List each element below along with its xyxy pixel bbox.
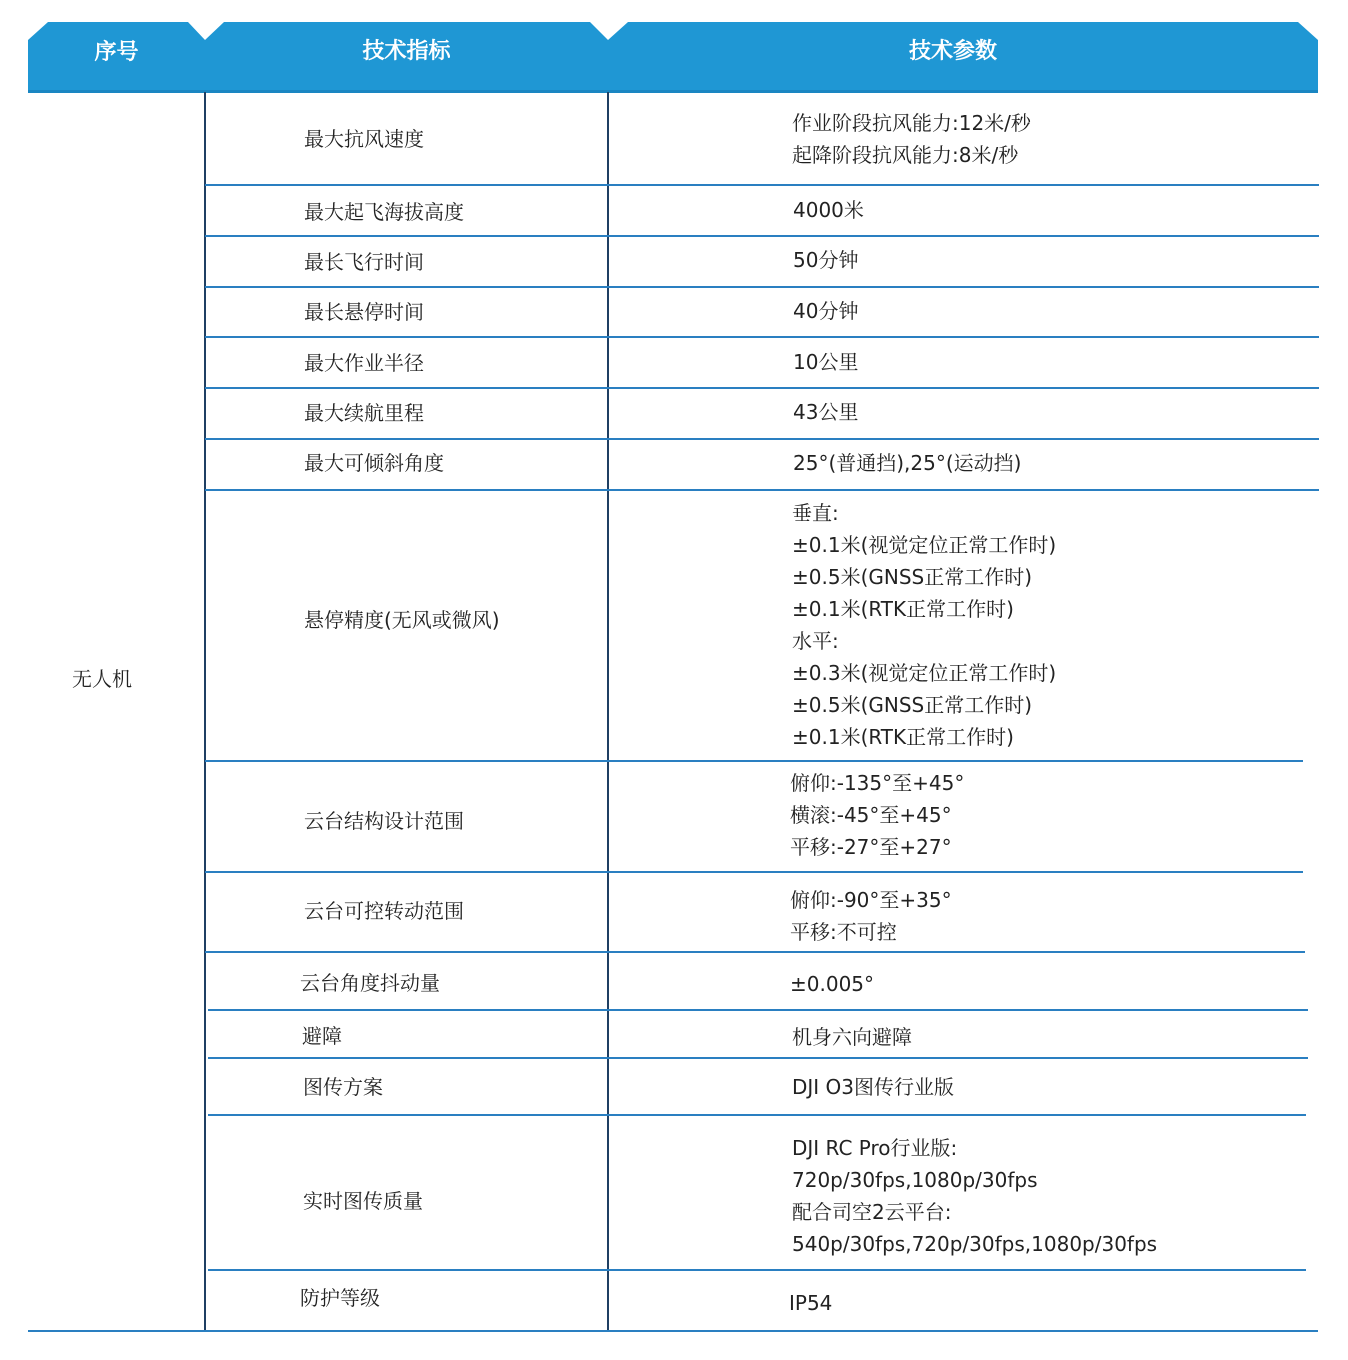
spec-value: ±0.005° [790, 972, 875, 996]
spec-value-line: 横滚:-45°至+45° [790, 803, 952, 827]
spec-value: 43公里 [793, 400, 859, 424]
spec-value-line: 配合司空2云平台: [792, 1200, 952, 1224]
row-divider [205, 951, 1305, 953]
row-divider [208, 1009, 1308, 1011]
spec-name: 图传方案 [303, 1075, 383, 1099]
spec-value [790, 767, 964, 863]
spec-value [792, 107, 1031, 171]
spec-value-line: ±0.3米(视觉定位正常工作时) [792, 661, 1057, 685]
spec-value: 4000米 [793, 198, 864, 222]
spec-value-line: 起降阶段抗风能力:8米/秒 [792, 143, 1019, 167]
spec-value-line: ±0.1米(视觉定位正常工作时) [792, 533, 1057, 557]
row-divider [205, 438, 1319, 440]
row-divider [208, 1114, 1306, 1116]
row-divider [208, 1057, 1308, 1059]
spec-value: DJI O3图传行业版 [792, 1075, 955, 1099]
spec-value: 25°(普通挡),25°(运动挡) [793, 451, 1022, 475]
spec-value-line: 水平: [792, 629, 839, 653]
category-label: 无人机 [72, 667, 132, 691]
spec-value-line: 720p/30fps,1080p/30fps [792, 1168, 1038, 1192]
spec-value [792, 1132, 1157, 1260]
column-divider-1 [204, 92, 206, 1332]
spec-value-line: 平移:-27°至+27° [790, 835, 952, 859]
header-col-spec: 技术指标 [362, 39, 451, 64]
spec-value-line: ±0.5米(GNSS正常工作时) [792, 693, 1033, 717]
spec-value: 10公里 [793, 350, 859, 374]
row-divider [205, 235, 1319, 237]
spec-name: 避障 [302, 1024, 342, 1048]
row-divider [205, 184, 1319, 186]
spec-value-line: ±0.1米(RTK正常工作时) [792, 725, 1014, 749]
row-divider [205, 387, 1319, 389]
spec-name: 最大起飞海拔高度 [304, 200, 464, 224]
row-divider [205, 760, 1303, 762]
row-divider [208, 1269, 1306, 1271]
column-divider-2 [607, 92, 609, 1330]
spec-name: 最长悬停时间 [304, 300, 424, 324]
row-divider [205, 489, 1319, 491]
spec-value-line: 俯仰:-135°至+45° [790, 771, 965, 795]
spec-value: 机身六向避障 [792, 1025, 912, 1049]
spec-value [792, 497, 1056, 753]
spec-value-line: 540p/30fps,720p/30fps,1080p/30fps [792, 1232, 1158, 1256]
spec-value-line: ±0.5米(GNSS正常工作时) [792, 565, 1033, 589]
spec-value-line: 俯仰:-90°至+35° [790, 888, 952, 912]
header-col-index: 序号 [94, 40, 139, 65]
table-bottom-rule [28, 1330, 1318, 1332]
spec-name: 最长飞行时间 [304, 250, 424, 274]
spec-name: 最大抗风速度 [304, 127, 424, 151]
spec-name: 防护等级 [300, 1286, 380, 1310]
spec-name: 最大作业半径 [304, 351, 424, 375]
row-divider [205, 871, 1303, 873]
spec-name: 实时图传质量 [303, 1189, 423, 1213]
spec-name: 云台可控转动范围 [304, 899, 464, 923]
spec-value: 40分钟 [793, 299, 859, 323]
row-divider [205, 336, 1319, 338]
row-divider [205, 286, 1319, 288]
spec-value: 50分钟 [793, 248, 859, 272]
spec-name: 悬停精度(无风或微风) [304, 608, 500, 632]
spec-value: IP54 [789, 1291, 833, 1315]
table-header [0, 0, 1348, 96]
spec-name: 最大续航里程 [304, 401, 424, 425]
spec-value-line: DJI RC Pro行业版: [792, 1136, 958, 1160]
spec-value-line: 作业阶段抗风能力:12米/秒 [792, 111, 1031, 135]
spec-value [790, 884, 952, 948]
spec-value-line: 平移:不可控 [790, 920, 897, 944]
spec-value-line: 垂直: [792, 501, 839, 525]
spec-name: 最大可倾斜角度 [304, 451, 444, 475]
spec-value-line: ±0.1米(RTK正常工作时) [792, 597, 1014, 621]
spec-name: 云台角度抖动量 [300, 971, 440, 995]
header-col-param: 技术参数 [908, 39, 997, 64]
spec-name: 云台结构设计范围 [304, 809, 464, 833]
